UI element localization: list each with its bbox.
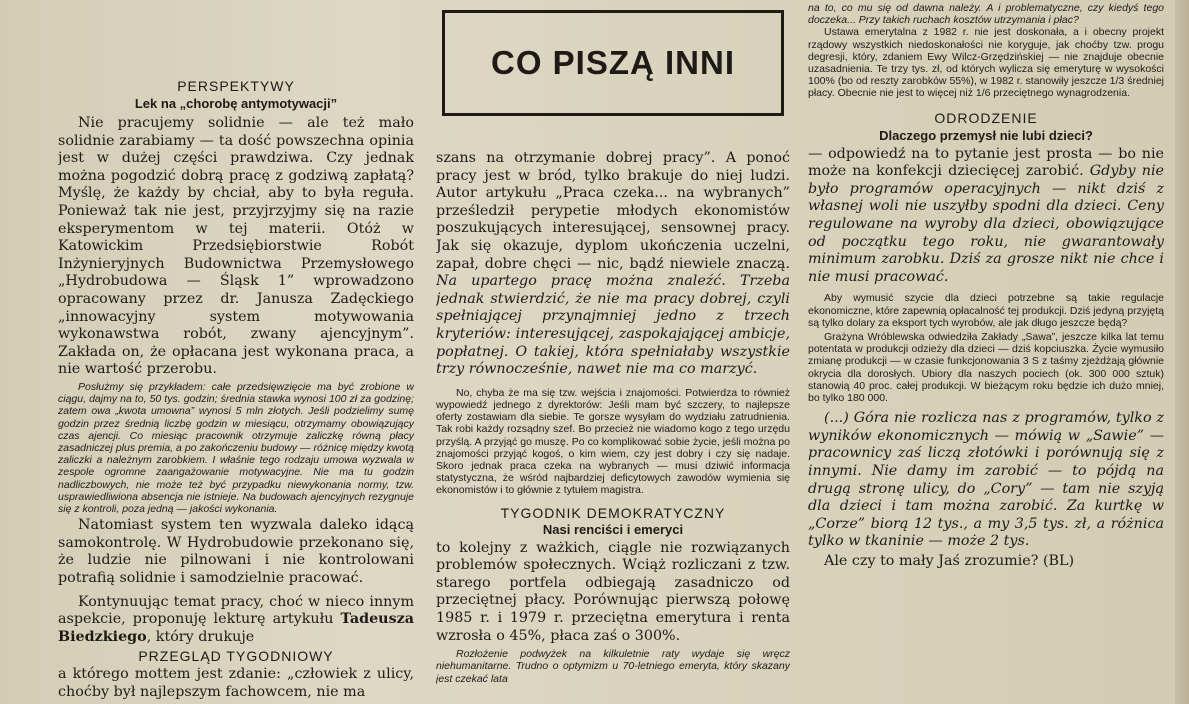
article-subtitle-dzieci: Dlaczego przemysł nie lubi dzieci? [879, 127, 1093, 143]
header-box [442, 10, 784, 116]
author-name: Tadeusza Biedzkiego [58, 611, 414, 645]
paragraph: Natomiast system ten wyzwala daleko idącą samokontrolę. W Hydrobudowie przekonano się, że ludzie nie pilnowani i nie kontrolowani potrafią solidnie i samodzielnie pracować. [58, 517, 414, 586]
text-span: szans na otrzymanie dobrej pracy”. A ponoć pracy jest w bród, tylko brakuje do niej ludzi. Autor artykułu „Praca czeka... na wybranych” prześledził perypetie młodych ekonomistów poszukujących interesującej, sensownej pracy. Jak się okazuje, dyplom ukończenia uczelni, zapał, dobre chęci — nic, bądź niewiele znaczą. [436, 150, 790, 272]
paragraph-small: na to, co mu się od dawna należy. A i problematyczne, czy kiedyś tego doczeka... Przy takich ruchach kosztów utrzymania i płac? [808, 2, 1164, 27]
paragraph-small: Grażyna Wróblewska odwiedziła Zakłady „Sawa”, jeszcze kilka lat temu potentata w produkcji odzieży dla dzieci — dziś kopciuszka. Życie wymusiło zmianę produkcji — w czasie funkcjonowania 3 S z taśmy zjeżdżają głównie okrycia dla dorosłych. Ubiory dla naszych pociech (ok. 300 000 sztuk) stanowią 40 proc. całej produkcji. W bieżącym roku będzie ich dużo mniej, bo tylko 180 000. [808, 330, 1164, 404]
text-span-italic: Na upartego pracę można znaleźć. Trzeba jednak stwierdzić, że nie ma pracy dobrej, czyli spełniającej przynajmniej jedno z trzech kryteriów: interesującej, zaspokajającej ambicje, popłatnej. O takiej, która spełniałaby wszystkie trzy równocześnie, nawet nie ma co marzyć. [436, 273, 790, 378]
paragraph-small: No, chyba że ma się tzw. wejścia i znajomości. Potwierdza to również wypowiedź jednego z dyrektorów: Jeśli mam być szczery, to najlepsze oferty zostawiam dla siebie. Te gorsze wysyłam do wydziału zatrudnienia. Tak robi każdy rozsądny szef. Bo przecież nie wiadomo kogo z tego urzędu przyślą. A przyjąć go muszę. Po co komplikować sobie życie, jeśli można po znajomości przyjąć kogoś, o kim wiem, czy jest dobry i czy się nadaje. Skoro jednak praca czeka na wybranych — musi dziwić informacja statystyczna, że wśród najbardziej deficytowych zawodów wymienia się ekonomistów i to głównie z tytułem magistra. [436, 386, 790, 497]
paragraph-small: Ustawa emerytalna z 1982 r. nie jest doskonała, a i obecny projekt rządowy wszystkich niedoskonałości nie koryguje, jak choćby tzw. progu degresji, który, zdaniem Ewy Wilcz-Grzędzińskiej — nie znajduje obecnie uzasadnienia. Te trzy tys. zł, od których wylicza się emeryturę w wysokości 100% (bo od reszty zarobków 55%), w 1982 r. stanowiły jeszcze 1/3 średniej płacy. Obecnie nie jest to więcej niż 1/6 przeciętnego wynagrodzenia. [808, 26, 1164, 100]
paragraph-small: Aby wymusić szycie dla dzieci potrzebne są takie regulacje ekonomiczne, które zapewnią opłacalność tej produkcji. Dziś jedyną przyjętą są tylko dolary za eksport tych wyrobów, ale jak długo jeszcze będą? [808, 292, 1164, 329]
article-subtitle-renciści: Nasi renciści i emeryci [542, 521, 684, 537]
text-span: , który drukuje [146, 628, 255, 645]
section-title-przeglad: PRZEGLĄD TYGODNIOWY [138, 648, 334, 665]
page-title: CO PISZĄ INNI [490, 44, 736, 81]
text-span: — odpowiedź na to pytanie jest prosta — bo nie może na konfekcji dziecięcej zarobić. [808, 145, 1164, 180]
article-subtitle-antymotywacja: Lek na „chorobę antymotywacji” [134, 96, 338, 111]
section-title-perspektywy: PERSPEKTYWY [177, 78, 295, 94]
paragraph: a którego mottem jest zdanie: „człowiek z ulicy, choćby był najlepszym fachowcem, nie ma [58, 666, 414, 700]
text-span-italic: Gdyby nie było programów operacyjnych — nikt dziś z własnej woli nie uszyłby spodni dla dzieci. Ceny regulowane na wyroby dla dzieci, obowiązujące od początku tego roku, nie gwarantowały minimum zarobku. Dziś za grosze nikt nie chce i nie musi pracować. [808, 163, 1164, 285]
text-span: Kontynuując temat pracy, choć w nieco innym aspekcie, proponuję lekturę artykułu [58, 593, 414, 628]
paragraph: (...) Góra nie rozlicza nas z programów, tylko z wyników ekonomicznych — mówią w „Sawie” — pracownicy zaś liczą złotówki i porównują się z innymi. Nie damy im zarobić — to pójdą na drugą stronę ulicy, do „Cory” — tam nie szyją dla dzieci i tam można zarobić. Za kurtkę w „Corze” biorą 12 tys., a my 3,5 tys. zł, a różnica tylko w tkaninie — może 2 tys. [808, 410, 1164, 550]
paragraph [808, 146, 1164, 287]
column-2 [436, 150, 790, 704]
paragraph: Ale czy to mały Jaś zrozumie? (BL) [824, 552, 1075, 569]
column-1 [58, 74, 414, 704]
paragraph [436, 150, 790, 379]
paragraph [58, 594, 414, 647]
paragraph-small: Rozłożenie podwyżek na kilkuletnie raty wydaje się wręcz niehumanitarne. Trudno o optymizm u 70-letniego emeryta, który skazany jest czekać lata [436, 648, 790, 685]
paragraph-small: Posłużmy się przykładem: całe przedsięwzięcie ma być zrobione w ciągu, dajmy na to, 50 tys. godzin; średnia stawka wynosi 100 zł za godzinę; zatem owa „kwota umowna” wynosi 5 mln złotych. Jeśli podzielimy sumę godzin przez średnią liczbę godzin w miesiącu, otrzymamy obowiązujący czas ajencji. Co miesiąc pracownik otrzymuje zaliczkę równą płacy zasadniczej plus premia, a po zakończeniu budowy — różnicę między kwotą zaliczki a należnym zarobkiem. I właśnie tego rodzaju umowa wyzwala w zespole ogromne zaangażowanie motywacyjne. Nie ma tu godzin nadliczbowych, nie może też być przypadku niewykonania normy, tzw. usprawiedliwiona absencja nie istnieje. Na budowach ajencyjnych rezygnuje się z kontroli, poza jedną — jakości wykonania. [58, 380, 414, 515]
paragraph: Nie pracujemy solidnie — ale też mało solidnie zarabiamy — ta dość powszechna opinia jest w dużej części prawdziwa. Czy jednak można pogodzić dobrą pracę z godziwą zapłatą? Myślę, że każdy by chciał, aby to była reguła. Ponieważ tak nie jest, przyjrzyjmy się na razie eksperymentom w tej materii. Otóż w Katowickim Przedsiębiorstwie Robót Inżynieryjnych Budownictwa Przemysłowego „Hydrobudowa — Śląsk 1” wprowadzono opracowany przez dr. Janusza Zadęckiego „innowacyjny system motywowania wykonawstwa robót, zwany ajencyjnym”. Zakłada on, że opłacana jest wykonana praca, a nie wartość przerobu. [58, 115, 414, 378]
page-edge [1175, 0, 1189, 704]
column-3 [808, 2, 1164, 704]
section-title-odrodzenie: ODRODZENIE [934, 109, 1038, 126]
section-title-tygodnik: TYGODNIK DEMOKRATYCZNY [500, 504, 726, 521]
paragraph: to kolejny z ważkich, ciągle nie rozwiązanych problemów społecznych. Wciąż rozliczani z tzw. starego portfela odbiegają zasadniczo od przeciętnej płacy. Porównując pierwszą połowę 1985 r. i 1979 r. przeciętna emerytura i renta wzrosła o 45%, płaca zaś o 300%. [436, 539, 790, 644]
